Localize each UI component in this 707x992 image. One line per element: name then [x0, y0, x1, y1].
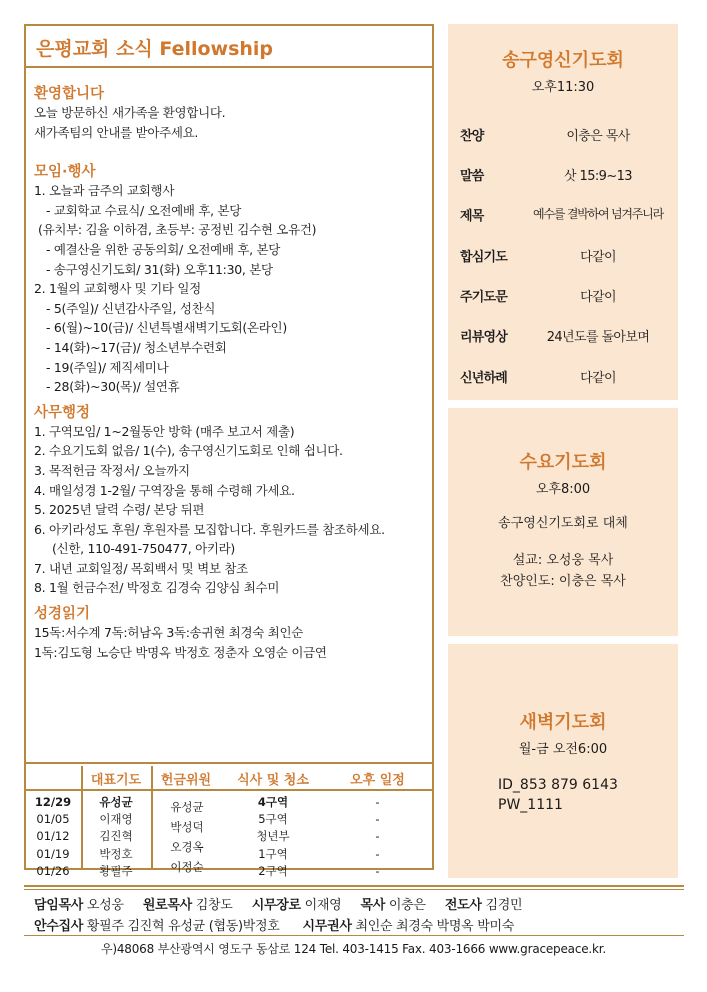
dawn-title: 새벽기도회 [519, 712, 607, 733]
schedule-header [26, 766, 432, 791]
meal-cell: 1구역 [258, 846, 288, 861]
footer-rule-top-thin [24, 889, 684, 890]
order-row [454, 246, 676, 266]
welcome-line: 오늘 방문하신 새가족을 환영합니다. [34, 105, 226, 120]
afternoon-cell: - [375, 846, 380, 861]
staff-role: 시무장로 [251, 898, 301, 913]
events-line: 2. 1월의 교회행사 및 기타 일정 [34, 281, 201, 297]
news-box [24, 24, 434, 878]
staff-names: 김창도 [195, 898, 233, 913]
welcome-title: 환영합니다 [34, 86, 105, 102]
welcome-line: 새가족팀의 안내를 받아주세요. [34, 124, 199, 140]
wednesday-note: 송구영신기도회로 대체 [498, 516, 628, 531]
offering-cell: 오경옥 [170, 840, 204, 854]
staff-role: 시무권사 [302, 919, 352, 934]
wednesday-worship-leader: 찬양인도: 이충은 목사 [500, 574, 626, 589]
date-cell: 01/05 [36, 812, 70, 827]
events-line: (유치부: 김율 이하겸, 초등부: 공정빈 김수현 오유건) [38, 222, 317, 238]
date-cell: 12/29 [34, 795, 72, 809]
admin-line: 7. 내년 교회일정/ 목회백서 및 벽보 참조 [34, 560, 248, 576]
order-label: 주기도문 [460, 290, 508, 305]
offering-column [151, 797, 223, 877]
order-label: 리뷰영상 [460, 330, 508, 345]
prayer-cell: 박정호 [99, 846, 133, 861]
order-value: 예수를 결박하여 넘겨주니라 [533, 207, 663, 221]
date-cell: 01/26 [36, 863, 70, 878]
staff-role: 전도사 [444, 898, 482, 913]
order-row [454, 125, 676, 145]
meal-cell: 5구역 [258, 812, 288, 827]
staff-role: 담임목사 [34, 898, 84, 913]
admin-line: (신한, 110-491-750477, 아키라) [52, 541, 235, 557]
order-value: 다같이 [580, 250, 616, 265]
staff-role: 안수집사 [34, 919, 84, 934]
wednesday-preacher: 설교: 오성웅 목사 [512, 553, 614, 568]
events-line: - 19(주일)/ 제직세미나 [46, 359, 169, 375]
staff-row-2 [34, 915, 514, 934]
wednesday-title: 수요기도회 [519, 452, 607, 473]
reading-line: 1독:김도형 노승단 박명옥 박정호 정춘자 오영순 이금연 [34, 644, 327, 660]
dawn-panel [448, 644, 678, 878]
newyear-time: 오후11:30 [531, 80, 595, 95]
order-value: 다같이 [580, 290, 616, 305]
admin-line: 4. 매일성경 1-2월/ 구역장을 통해 수령해 가세요. [34, 482, 295, 498]
afternoon-cell: - [375, 812, 380, 827]
address: 우)48068 부산광역시 영도구 동삼로 124 Tel. 403-1415 Fax. 403-1666 www.gracepeace.kr. [100, 942, 607, 956]
events-line: - 28(화)~30(목)/ 설연휴 [46, 379, 180, 395]
order-value: 24년도를 돌아보며 [546, 330, 650, 345]
events-title: 모임·행사 [34, 164, 96, 181]
staff-names: 황필주 김진혁 유성균 (협동)박정호 [86, 919, 280, 934]
reading-line: 15독:서수계 7독:허남옥 3독:송귀현 최경숙 최인순 [34, 625, 303, 641]
admin-title: 사무행정 [34, 404, 91, 421]
order-label: 합심기도 [460, 250, 508, 265]
admin-line: 2. 수요기도회 없음/ 1(수), 송구영신기도회로 인해 쉽니다. [34, 443, 343, 459]
staff-names: 이충은 [388, 898, 426, 913]
header-offering: 헌금위원 [160, 773, 212, 788]
prayer-cell: 황필주 [99, 863, 133, 878]
order-value: 이충은 목사 [566, 129, 630, 144]
order-label: 말씀 [460, 169, 484, 184]
dawn-pw: PW_1111 [498, 797, 563, 813]
newyear-title: 송구영신기도회 [502, 50, 624, 71]
events-line: - 송구영신기도회/ 31(화) 오후11:30, 본당 [46, 261, 273, 277]
order-value: 다같이 [580, 371, 616, 386]
events-line: - 예결산을 위한 공동의회/ 오전예배 후, 본당 [46, 241, 281, 257]
events-line: - 교회학교 수료식/ 오전예배 후, 본당 [46, 202, 242, 218]
staff-row-1 [34, 894, 522, 913]
afternoon-cell: - [375, 863, 380, 878]
order-row [454, 205, 676, 225]
news-title: 은평교회 소식 Fellowship [26, 26, 432, 68]
order-row [454, 326, 676, 346]
date-cell: 01/12 [36, 829, 70, 844]
order-row [454, 367, 676, 387]
offering-cell: 유성균 [170, 800, 204, 814]
prayer-cell: 유성균 [99, 795, 133, 809]
order-label: 제목 [460, 209, 484, 224]
events-line: - 5(주일)/ 신년감사주일, 성찬식 [46, 300, 216, 316]
admin-line: 1. 구역모임/ 1~2월동안 방학 (매주 보고서 제출) [34, 423, 295, 439]
order-row [454, 286, 676, 306]
wednesday-panel [448, 408, 678, 636]
meal-cell: 4구역 [257, 795, 289, 809]
staff-names: 이재영 [304, 898, 342, 913]
meal-column [223, 794, 323, 880]
dates-column [28, 794, 78, 880]
order-row [454, 165, 676, 185]
reading-title: 성경읽기 [34, 606, 91, 623]
footer-rule-bottom [24, 935, 684, 936]
staff-names: 오성웅 [86, 898, 124, 913]
admin-line: 5. 2025년 달력 수령/ 본당 뒤편 [34, 502, 205, 518]
staff-names: 최인순 최경숙 박명옥 박미숙 [355, 919, 515, 934]
footer-rule-top [24, 885, 684, 887]
order-label: 찬양 [460, 129, 484, 144]
prayer-cell: 이재영 [99, 812, 133, 827]
admin-line: 3. 목적헌금 작정서/ 오늘까지 [34, 462, 190, 478]
meal-cell: 청년부 [256, 829, 290, 844]
date-cell: 01/19 [36, 846, 70, 861]
meal-cell: 2구역 [258, 863, 288, 878]
offering-cell: 박성덕 [170, 820, 204, 834]
admin-line: 8. 1월 헌금수전/ 박정호 김경숙 김양심 최수미 [34, 580, 280, 596]
wednesday-time: 오후8:00 [535, 482, 591, 497]
afternoon-column [323, 794, 432, 880]
events-line: - 14(화)~17(금)/ 청소년부수련회 [46, 339, 227, 355]
prayer-cell: 김진혁 [99, 829, 133, 844]
afternoon-cell: - [375, 795, 380, 809]
header-afternoon: 오후 일정 [350, 773, 405, 788]
news-body [26, 70, 432, 764]
newyear-panel [448, 24, 678, 400]
staff-role: 목사 [360, 898, 386, 913]
header-meal: 식사 및 청소 [237, 773, 309, 788]
order-label: 신년하례 [460, 371, 508, 386]
prayer-column [81, 794, 151, 880]
header-prayer: 대표기도 [90, 773, 142, 788]
dawn-credentials [448, 775, 678, 815]
offering-cell: 이정순 [170, 860, 204, 874]
events-line: 1. 오늘과 금주의 교회행사 [34, 183, 175, 199]
schedule-table [26, 766, 432, 878]
staff-names: 김경민 [485, 898, 523, 913]
staff-role: 원로목사 [142, 898, 192, 913]
order-value: 삿 15:9~13 [564, 169, 632, 184]
admin-line: 6. 아키라성도 후원/ 후원자를 모집합니다. 후원카드를 참조하세요. [34, 521, 385, 537]
dawn-time: 월-금 오전6:00 [518, 742, 608, 757]
afternoon-cell: - [375, 829, 380, 844]
events-line: - 6(월)~10(금)/ 신년특별새벽기도회(온라인) [46, 320, 287, 336]
dawn-id: ID_853 879 6143 [498, 777, 618, 793]
